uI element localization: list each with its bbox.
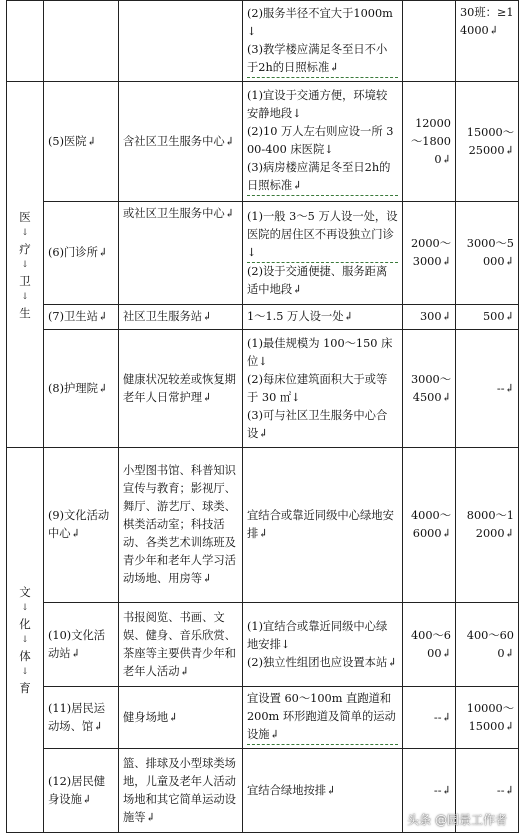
land-area-cell: 30班：≥14000↲ xyxy=(456,1,519,82)
requirement-line: (3)教学楼应满足冬至日不小于2h的日照标准↲ xyxy=(247,41,398,78)
requirement-line: (2)独立性组团也应设置本站↲ xyxy=(247,655,397,669)
table-row xyxy=(7,330,519,448)
land-area-cell: 15000～25000↲ xyxy=(456,82,519,202)
building-area-cell: 12000～18000↲ xyxy=(403,82,456,202)
table-row xyxy=(7,305,519,330)
category-label-culture: 文 ↓ 化 ↓ 体 ↓ 育 xyxy=(19,585,31,695)
facility-cell: (11)居民运动场、馆↲ xyxy=(44,687,119,749)
content-cell: 或社区卫生服务中心↲ xyxy=(119,202,243,305)
requirement-line: (1)一般 3～5 万人设一处，设医院的居住区不再设独立门诊↓ xyxy=(247,208,398,263)
requirement-line: (1)宜设于交通方便，环境较安静地段↓ xyxy=(247,89,388,120)
building-area-cell: 3000～4500↲ xyxy=(403,330,456,448)
requirements-cell xyxy=(243,1,403,82)
building-area-cell: 2000～3000↲ xyxy=(403,202,456,305)
content-cell: 书报阅览、书画、文娱、健身、音乐欣赏、茶座等主要供青少年和老年人活动↲ xyxy=(119,603,243,687)
requirement-line: (2)服务半径不宜大于1000m↓ xyxy=(247,6,393,38)
facility-cell: (12)居民健身设施↲ xyxy=(44,749,119,833)
content-cell: 健身场地↲ xyxy=(119,687,243,749)
requirement-line: (3)病房楼应满足冬至日2h的日照标准↲ xyxy=(247,159,398,196)
land-area-cell: 8000～12000↲ xyxy=(456,448,519,603)
watermark: 头条 @园景工作者 xyxy=(407,813,507,827)
facility-cell: (10)文化活动站↲ xyxy=(44,603,119,687)
facility-cell: (9)文化活动中心↲ xyxy=(44,448,119,603)
facility-cell: (7)卫生站↲ xyxy=(44,305,119,330)
land-area-cell: 10000～15000↲ xyxy=(456,687,519,749)
table-row xyxy=(7,603,519,687)
land-area-cell: --↲ xyxy=(456,749,519,833)
building-area-cell: 400～600↲ xyxy=(403,603,456,687)
requirement-line: (2)10 万人左右则应设一所 300-400 床医院↓ xyxy=(247,125,394,156)
category-cell xyxy=(7,82,44,448)
content-cell: 社区卫生服务站↲ xyxy=(119,305,243,330)
requirement-line: 宜结合绿地按排↲ xyxy=(247,783,336,797)
building-area-cell: --↲ xyxy=(403,687,456,749)
building-area-cell: 4000～6000↲ xyxy=(403,448,456,603)
land-area-cell: 500↲ xyxy=(456,305,519,330)
requirement-line: (1)最佳规模为 100～150 床位↓ xyxy=(247,336,393,368)
requirement-line: (2)每床位建筑面积大于或等于 30 ㎡↓ xyxy=(247,372,388,404)
content-cell xyxy=(119,1,243,82)
requirement-line: 1～1.5 万人设一处↲ xyxy=(247,310,353,323)
facility-standards-table xyxy=(6,0,519,833)
requirements-cell xyxy=(243,749,403,833)
land-area-cell: 3000～5000↲ xyxy=(456,202,519,305)
content-cell: 健康状况较差或恢复期老年人日常护理↲ xyxy=(119,330,243,448)
requirement-line: 宜设置 60～100m 直跑道和200m 环形跑道及简单的运动设施↲ xyxy=(247,690,398,745)
building-area-cell: --↲ xyxy=(403,749,456,833)
requirement-line: 宜结合或靠近同级中心绿地安排↲ xyxy=(247,509,394,540)
requirements-cell xyxy=(243,603,403,687)
requirements-cell xyxy=(243,305,403,330)
content-cell: 含社区卫生服务中心↲ xyxy=(119,82,243,202)
requirements-cell xyxy=(243,448,403,603)
content-cell: 篮、排球及小型球类场地，儿童及老年人活动场地和其它简单运动设施等↲ xyxy=(119,749,243,833)
building-area-cell: 300↲ xyxy=(403,305,456,330)
table-row xyxy=(7,82,519,202)
requirements-cell xyxy=(243,202,403,305)
content-cell: 小型图书馆、科普知识宣传与教育；影视厅、舞厅、游艺厅、球类、棋类活动室；科技活动、各类艺术训练班及青少年和老年人学习活动场地、用房等↲ xyxy=(119,448,243,603)
facility-cell xyxy=(44,1,119,82)
requirements-cell xyxy=(243,82,403,202)
facility-cell: (5)医院↲ xyxy=(44,82,119,202)
category-label-medical: 医 ↓ 疗 ↓ 卫 ↓ 生 xyxy=(19,209,31,320)
category-cell xyxy=(7,1,44,82)
table-row xyxy=(7,687,519,749)
requirement-line: (3)可与社区卫生服务中心合设↲ xyxy=(247,408,388,440)
category-cell xyxy=(7,448,44,833)
facility-cell: (6)门诊所↲ xyxy=(44,202,119,305)
table-row xyxy=(7,202,519,305)
land-area-cell: 400～600↲ xyxy=(456,603,519,687)
table-row xyxy=(7,448,519,603)
requirement-line: (2)设于交通便捷、服务距离适中地段↲ xyxy=(247,264,388,296)
requirement-line: (1)宜结合或靠近同级中心绿地安排↓ xyxy=(247,619,388,651)
table-row xyxy=(7,1,519,82)
facility-cell: (8)护理院↲ xyxy=(44,330,119,448)
building-area-cell xyxy=(403,1,456,82)
land-area-cell: --↲ xyxy=(456,330,519,448)
requirements-cell xyxy=(243,330,403,448)
requirements-cell xyxy=(243,687,403,749)
